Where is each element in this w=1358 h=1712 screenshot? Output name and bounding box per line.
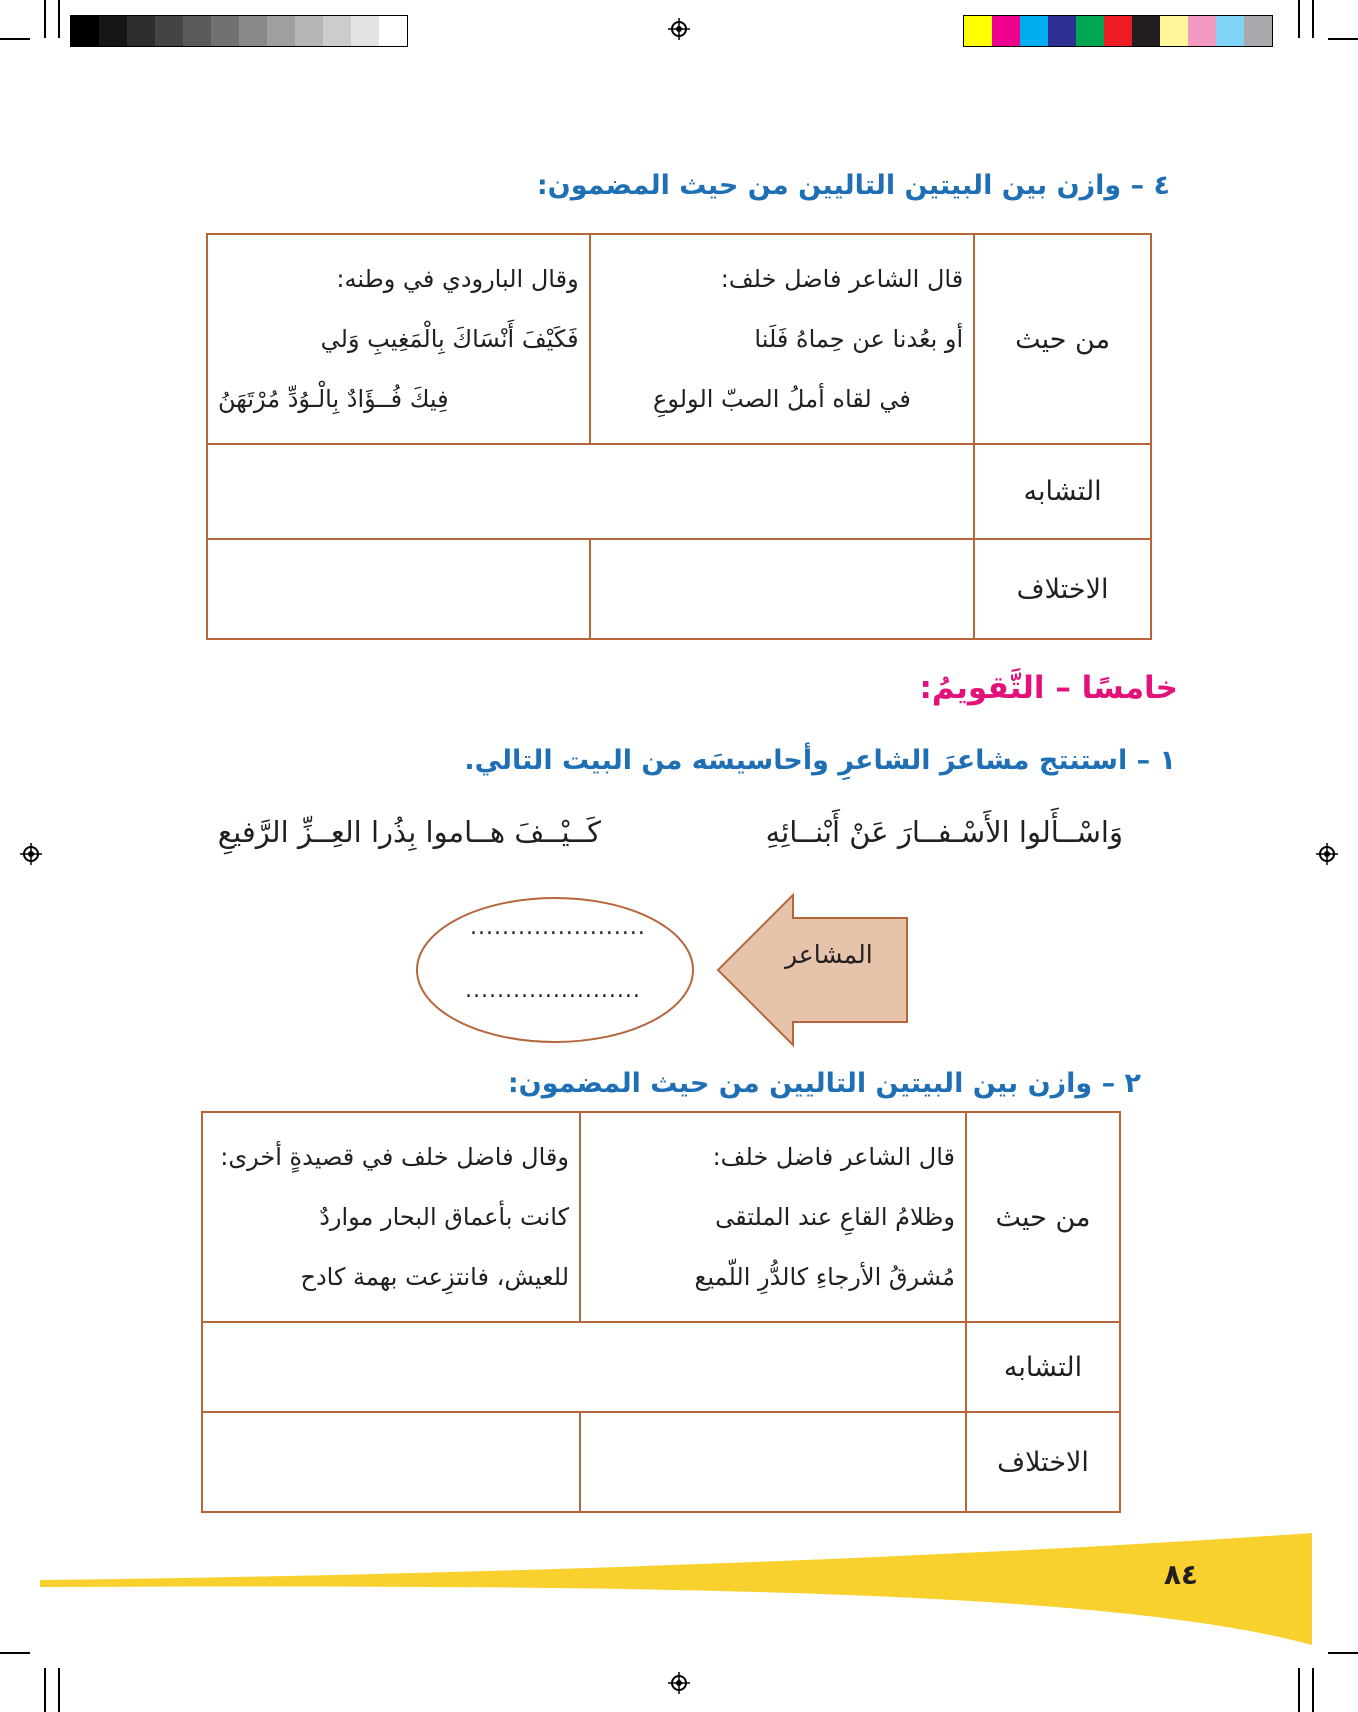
arrow-shape xyxy=(718,895,907,1045)
crop-mark-top-left-h xyxy=(0,38,30,40)
color-swatch xyxy=(323,16,351,46)
question2-heading: ٢ – وازن بين البيتين التاليين من حيث المضمون: xyxy=(507,1068,1141,1099)
color-swatch xyxy=(155,16,183,46)
gray-swatch-strip xyxy=(70,15,408,47)
color-swatch xyxy=(1104,16,1132,46)
color-swatch xyxy=(71,16,99,46)
crop-mark-bottom-left-v2 xyxy=(58,1668,60,1712)
label-text: من حيث xyxy=(1015,323,1111,355)
similarity-answer-cell[interactable] xyxy=(202,1322,966,1412)
label-text: التشابه xyxy=(1023,476,1102,507)
poem-line-2: فِيكَ فُــؤَادٌ بِالْـوُدِّ مُرْتَهَنُ xyxy=(218,385,449,413)
row-label-similarity xyxy=(974,444,1151,539)
crop-mark-bottom-right-v2 xyxy=(1298,1668,1300,1712)
color-swatch xyxy=(1160,16,1188,46)
verse-second-hemistich: كَــيْــفَ هــاموا بِذُرا العِــزِّ الرَّفيعِ xyxy=(217,815,601,849)
label-text: من حيث xyxy=(995,1201,1091,1233)
question1-heading: ١ – استنتج مشاعرَ الشاعرِ وأحاسيسَه من البيت التالي. xyxy=(464,745,1176,776)
section4-heading: ٤ – وازن بين البيتين التاليين من حيث المضمون: xyxy=(536,170,1170,201)
crop-mark-top-left-v xyxy=(44,0,46,38)
color-swatch xyxy=(1076,16,1104,46)
poem-line-1: فَكَيْفَ أَنْسَاكَ بِالْمَغِيبِ وَلي xyxy=(320,325,579,353)
difference-answer-cell-1[interactable] xyxy=(580,1412,966,1512)
row-label-similarity xyxy=(966,1322,1120,1412)
color-swatch xyxy=(1188,16,1216,46)
color-swatch xyxy=(295,16,323,46)
poem-line-1: وظلامُ القاعِ عند الملتقى xyxy=(715,1203,955,1231)
difference-answer-cell-2[interactable] xyxy=(202,1412,580,1512)
answer-dots-line-2[interactable]: ...................... xyxy=(465,978,641,1003)
difference-answer-cell-2[interactable] xyxy=(207,539,590,639)
color-swatch xyxy=(1244,16,1272,46)
section5-heading: خامسًا – التَّقويمُ: xyxy=(919,670,1178,706)
label-text: الاختلاف xyxy=(997,1446,1089,1478)
row-label-difference xyxy=(974,539,1151,639)
color-swatch xyxy=(1132,16,1160,46)
registration-mark-right xyxy=(1316,843,1338,865)
row-label-difference xyxy=(966,1412,1120,1512)
color-swatch xyxy=(99,16,127,46)
difference-answer-cell-1[interactable] xyxy=(590,539,975,639)
color-swatch xyxy=(351,16,379,46)
poem-line-1: أو بعُدنا عن حِماهُ فَلَنا xyxy=(754,325,964,353)
row-label-min-haith xyxy=(974,234,1151,444)
row-label-min-haith xyxy=(966,1112,1120,1322)
color-swatch-strip xyxy=(963,15,1273,47)
crop-mark-bottom-left-h xyxy=(0,1652,30,1654)
poem-cell-fadel-1 xyxy=(580,1112,966,1322)
color-swatch xyxy=(964,16,992,46)
color-swatch xyxy=(267,16,295,46)
crop-mark-bottom-right-v xyxy=(1312,1668,1314,1712)
verse-first-hemistich: وَاسْــأَلوا الأَسْـفــارَ عَنْ أَبْنــائِهِ xyxy=(765,815,1123,849)
crop-mark-top-left-v2 xyxy=(58,0,60,38)
poem-intro: قال الشاعر فاضل خلف: xyxy=(712,1143,955,1171)
comparison-table-2 xyxy=(201,1111,1121,1513)
poem-intro: وقال فاضل خلف في قصيدةٍ أخرى: xyxy=(220,1143,569,1171)
registration-mark-bottom xyxy=(668,1672,690,1694)
color-swatch xyxy=(1020,16,1048,46)
color-swatch xyxy=(239,16,267,46)
answer-dots-line-1[interactable]: ...................... xyxy=(470,915,646,940)
registration-mark-left xyxy=(20,843,42,865)
poem-cell-fadel-2 xyxy=(202,1112,580,1322)
label-text: التشابه xyxy=(1003,1351,1083,1383)
color-swatch xyxy=(127,16,155,46)
similarity-answer-cell[interactable] xyxy=(207,444,974,539)
crop-mark-bottom-left-v xyxy=(44,1668,46,1712)
label-text: الاختلاف xyxy=(1016,573,1109,605)
feelings-diagram xyxy=(405,890,915,1050)
color-swatch xyxy=(183,16,211,46)
arrow-label: المشاعر xyxy=(785,940,873,969)
poem-cell-baroudi xyxy=(207,234,590,444)
crop-mark-top-right-v2 xyxy=(1298,0,1300,38)
comparison-table-1 xyxy=(206,233,1152,640)
crop-mark-top-right-v xyxy=(1312,0,1314,38)
color-swatch xyxy=(211,16,239,46)
poem-line-2: في لقاه أملُ الصبّ الولوعِ xyxy=(653,385,911,413)
poem-line-2: للعيش، فانتزِعت بهمة كادح xyxy=(300,1263,569,1291)
poem-cell-fadel xyxy=(590,234,975,444)
poem-intro: قال الشاعر فاضل خلف: xyxy=(720,265,964,293)
footer-yellow-swoosh xyxy=(0,1525,1358,1645)
poem-line-2: مُشرقُ الأرجاءِ كالدُّرِ اللّميع xyxy=(694,1263,955,1291)
color-swatch xyxy=(992,16,1020,46)
poem-line-1: كانت بأعماق البحار مواردٌ xyxy=(319,1203,569,1231)
registration-mark-top xyxy=(668,18,690,40)
color-swatch xyxy=(379,16,407,46)
page-number: ٨٤ xyxy=(1163,1558,1198,1591)
crop-mark-top-right-h xyxy=(1328,38,1358,40)
crop-mark-bottom-right-h xyxy=(1328,1652,1358,1654)
color-swatch xyxy=(1216,16,1244,46)
poem-intro: وقال البارودي في وطنه: xyxy=(336,265,579,293)
color-swatch xyxy=(1048,16,1076,46)
